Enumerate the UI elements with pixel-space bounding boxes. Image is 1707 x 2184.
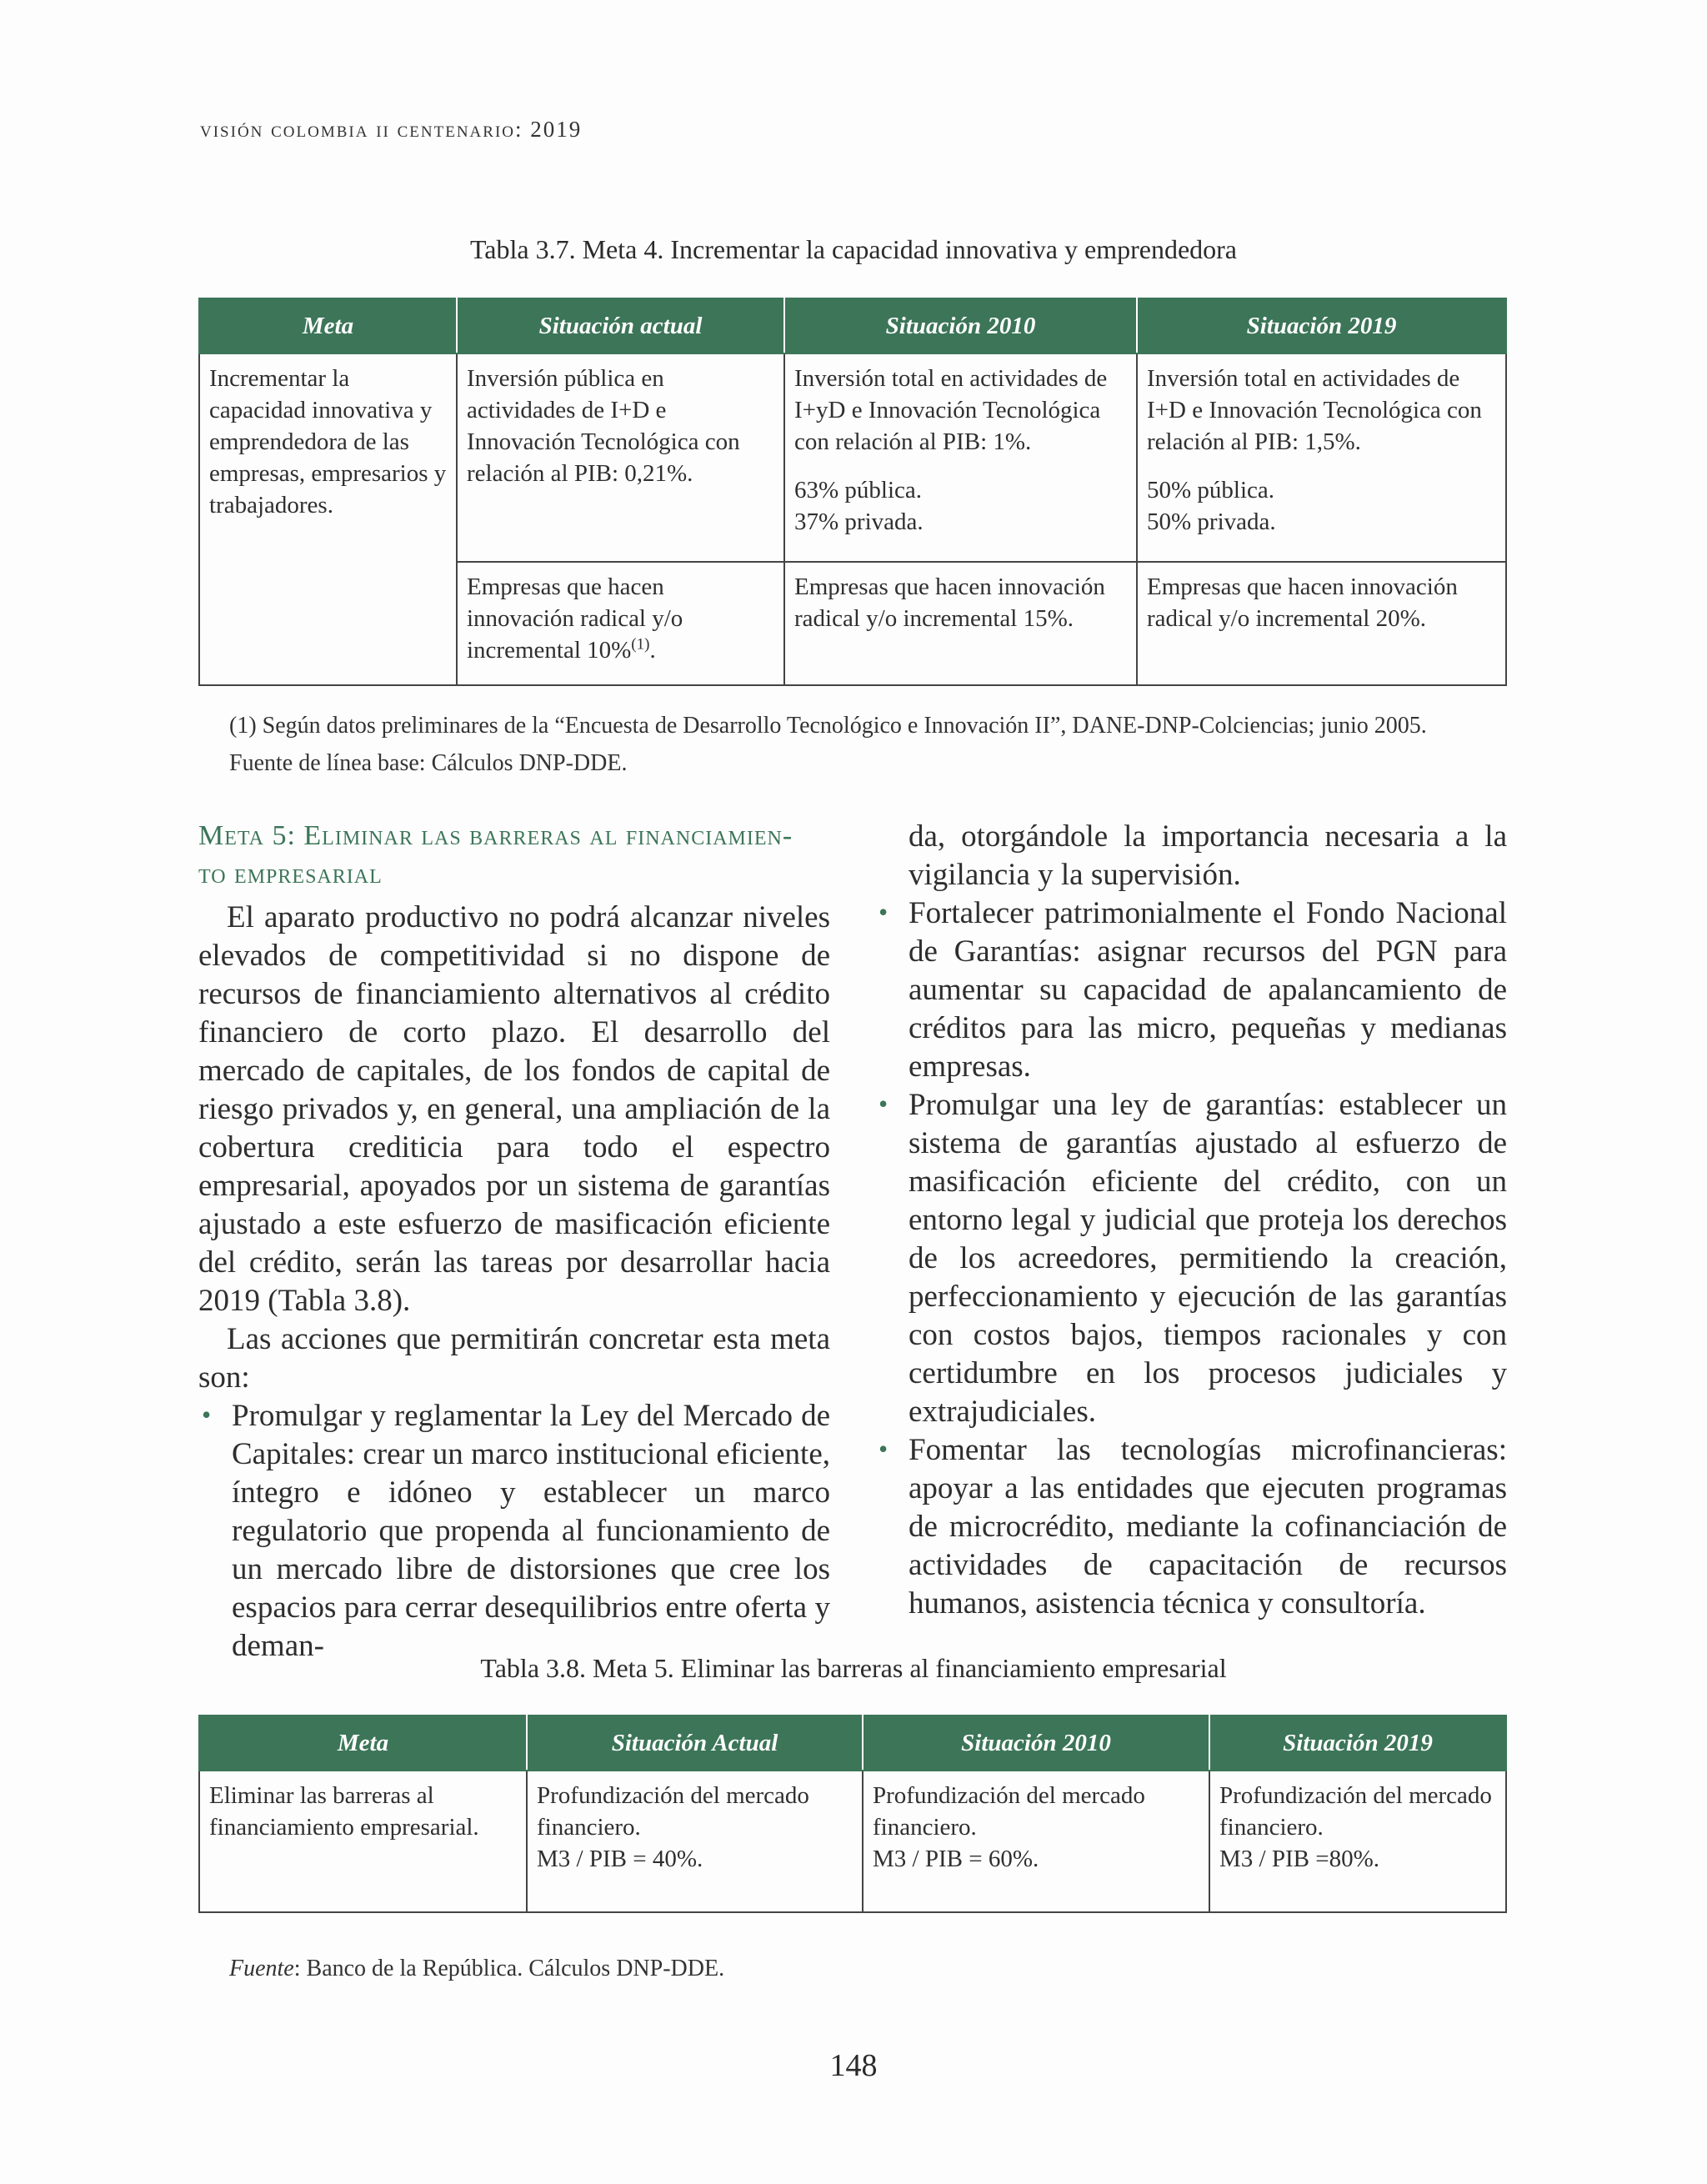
actual-2-text: Empresas que hacen innovación radical y/o incremental 10% xyxy=(467,574,683,664)
list-item xyxy=(875,1431,1507,1623)
s2010-value: M3 / PIB = 60%. xyxy=(873,1846,1039,1872)
s2019-text: Inversión total en actividades de I+D e Innovación Tecnológica con relación al PIB: 1,5%. xyxy=(1147,365,1482,455)
s2010-text: Inversión total en actividades de I+yD e Innovación Tecnológica con relación al PIB: 1%. xyxy=(794,365,1108,455)
actions-list-cont xyxy=(875,818,1507,1623)
table-3-8-caption: Tabla 3.8. Meta 5. Eliminar las barreras al financiamiento empresarial xyxy=(480,1653,1227,1683)
bullet-2-text: Fortalecer patrimonialmente el Fondo Nacional de Garantías: asignar recursos del PGN para aumentar su capacidad de apalancamiento de créditos para las micro, pequeñas y medianas empresas. xyxy=(909,896,1507,1084)
s2010-privada: 37% privada. xyxy=(794,508,924,535)
table-3-7 xyxy=(198,298,1507,686)
meta-cell: Eliminar las barreras al financiamiento empresarial. xyxy=(199,1771,527,1912)
list-item xyxy=(875,894,1507,1086)
list-item xyxy=(875,818,1507,894)
bullet-icon: • xyxy=(202,1400,212,1430)
s2010-cell xyxy=(863,1771,1209,1912)
list-item xyxy=(198,1397,830,1666)
running-head: visión colombia ii centenario: 2019 xyxy=(200,117,583,142)
bullet-4-text: Fomentar las tecnologías microfinancieras: apoyar a las entidades que ejecuten programas de microcrédito, mediante la cofinanciación de actividades de capacitación de recursos humanos, asistencia técnica y consultoría. xyxy=(909,1433,1507,1620)
s2010-cell-2: Empresas que hacen innovación radical y/o incremental 15%. xyxy=(784,562,1137,685)
header-meta: Meta xyxy=(199,298,457,353)
page-number: 148 xyxy=(829,2048,878,2083)
source-label: Fuente xyxy=(229,1956,294,1981)
paragraph-1: El aparato productivo no podrá alcanzar niveles elevados de competitividad si no dispone de recursos de financiamiento alternativos al crédito financiero de corto plazo. El desarrollo del mercado de capitales, de los fondos de capital de riesgo privados y, en general, una ampliación de la cobertura crediticia para todo el espectro empresarial, apoyados por un sistema de garantías ajustado a este esfuerzo de masificación eficiente del crédito, serán las tareas por desarrollar hacia 2019 (Tabla 3.8). xyxy=(198,900,830,1318)
bullet-icon: • xyxy=(879,1089,889,1119)
left-column xyxy=(198,817,830,1666)
bullet-1-text: Promulgar y reglamentar la Ley del Mercado de Capitales: crear un marco institucional eficiente, íntegro e idóneo y establecer un marco regulatorio que propenda al funcionamiento de un mercado libre de distorsiones que cree los espacios para cerrar desequilibrios entre oferta y deman- xyxy=(232,1399,830,1663)
s2010-cell xyxy=(784,353,1137,562)
table-3-7-caption: Tabla 3.7. Meta 4. Incrementar la capacidad innovativa y emprendedora xyxy=(469,234,1237,264)
s2010-text: Profundización del mercado financiero. xyxy=(873,1782,1145,1841)
header-situacion-2019: Situación 2019 xyxy=(1137,298,1506,353)
actual-value: M3 / PIB = 40%. xyxy=(537,1846,703,1872)
actual-text: Profundización del mercado financiero. xyxy=(537,1782,809,1841)
header-situacion-actual: Situación actual xyxy=(457,298,784,353)
actions-list xyxy=(198,1397,830,1666)
actual-cell-2 xyxy=(457,562,784,685)
header-meta: Meta xyxy=(199,1716,527,1771)
footnote-ref: (1) xyxy=(631,635,650,654)
section-heading-line2: to empresarial xyxy=(198,859,383,889)
header-situacion-actual: Situación Actual xyxy=(527,1716,863,1771)
actual-cell: Inversión pública en actividades de I+D e Innovación Tecnológica con relación al PIB: 0,21%. xyxy=(457,353,784,562)
s2019-cell-2: Empresas que hacen innovación radical y/o incremental 20%. xyxy=(1137,562,1506,685)
s2019-cell xyxy=(1137,353,1506,562)
meta-cell: Incrementar la capacidad innovativa y emprendedora de las empresas, empresarios y trabajadores. xyxy=(199,353,457,685)
paragraph-2: Las acciones que permitirán concretar esta meta son: xyxy=(198,1322,830,1395)
header-situacion-2010: Situación 2010 xyxy=(784,298,1137,353)
s2019-publica: 50% pública. xyxy=(1147,477,1275,503)
actual-cell xyxy=(527,1771,863,1912)
right-column xyxy=(875,818,1507,1623)
section-heading-line1: Meta 5: Eliminar las barreras al financiamien- xyxy=(198,820,793,851)
s2010-publica: 63% pública. xyxy=(794,477,923,503)
s2019-value: M3 / PIB =80%. xyxy=(1219,1846,1379,1872)
table-3-8 xyxy=(198,1715,1507,1913)
bullet-3-text: Promulgar una ley de garantías: establecer un sistema de garantías ajustado al esfuerzo de masificación eficiente del crédito, con un entorno legal y judicial que proteja los derechos de los acreedores, permitiendo la creación, perfeccionamiento y ejecución de las garantías con costos bajos, tiempos racionales y con certidumbre en los procesos judiciales y extrajudiciales. xyxy=(909,1088,1507,1429)
bullet-icon: • xyxy=(879,897,889,927)
table-3-8-source xyxy=(229,1956,724,1982)
table-3-7-source: Fuente de línea base: Cálculos DNP-DDE. xyxy=(229,750,628,776)
actual-2-end: . xyxy=(649,637,656,664)
source-text: : Banco de la República. Cálculos DNP-DDE. xyxy=(293,1956,725,1981)
s2019-text: Profundización del mercado financiero. xyxy=(1219,1782,1492,1841)
header-situacion-2019: Situación 2019 xyxy=(1209,1716,1506,1771)
bullet-1-cont-text: da, otorgándole la importancia necesaria a la vigilancia y la supervisión. xyxy=(909,819,1507,892)
list-item xyxy=(875,1086,1507,1431)
s2019-cell xyxy=(1209,1771,1506,1912)
table-3-7-footnote: (1) Según datos preliminares de la “Encuesta de Desarrollo Tecnológico e Innovación II”, DANE-DNP-Colciencias; junio 2005. xyxy=(229,713,1427,739)
s2019-privada: 50% privada. xyxy=(1147,508,1276,535)
section-heading xyxy=(198,817,830,894)
header-situacion-2010: Situación 2010 xyxy=(863,1716,1209,1771)
bullet-icon: • xyxy=(879,1434,889,1464)
